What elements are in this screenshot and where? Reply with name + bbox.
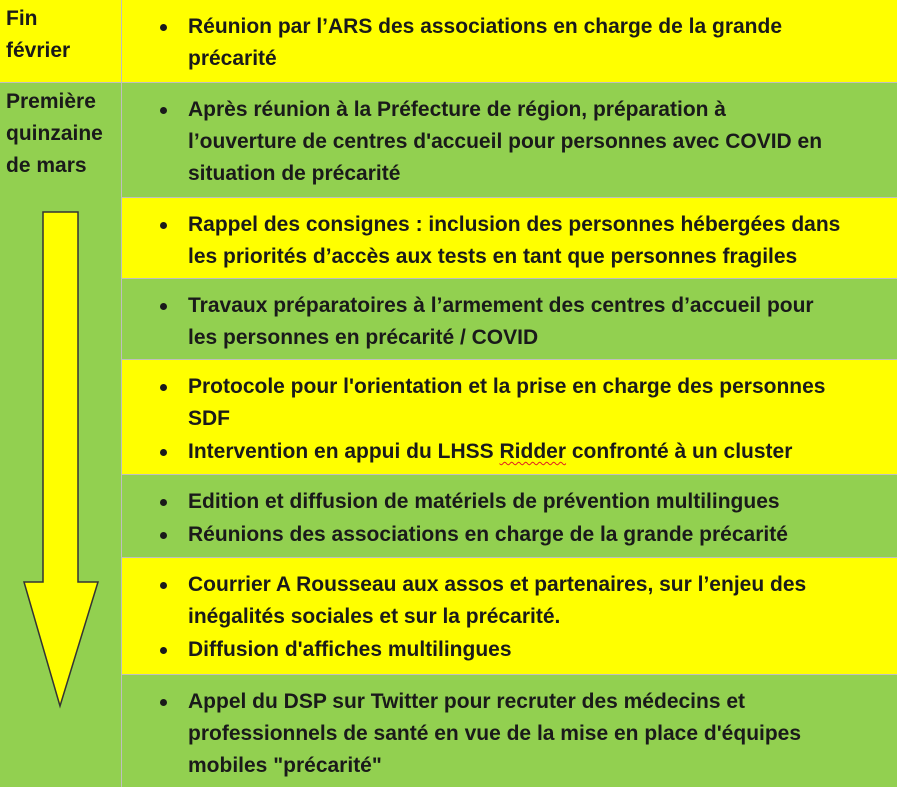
event-block [122,198,897,278]
list-item [122,94,897,190]
spellcheck-flagged-word: Ridder [499,440,567,463]
event-list [122,360,897,468]
bullet-icon [160,107,167,114]
item-text: confronté à un cluster [566,440,793,463]
item-line: l’ouverture de centres d'accueil pour personnes avec COVID en [188,130,823,153]
item-line: Réunions des associations en charge de la grande précarité [188,523,788,546]
bullet-icon [160,384,167,391]
item-line: mobiles "précarité" [188,754,382,777]
event-block [122,0,897,82]
row-divider [122,197,897,198]
list-item [122,569,897,633]
item-line: Après réunion à la Préfecture de région, préparation à [188,98,726,121]
item-line: SDF [188,407,230,430]
list-item [122,371,897,435]
list-item [122,486,897,518]
item-text: Intervention en appui du LHSS [188,440,500,463]
event-list [122,198,897,273]
list-item [122,436,897,468]
period-cell-fin-fevrier [0,0,121,82]
row-divider [0,82,897,83]
event-block [122,558,897,674]
bullet-icon [160,699,167,706]
row-divider [122,557,897,558]
event-block [122,83,897,197]
item-line: les personnes en précarité / COVID [188,326,539,349]
item-line: Diffusion d'affiches multilingues [188,638,512,661]
item-line: professionnels de santé en vue de la mise en place d'équipes [188,722,802,745]
item-line: Protocole pour l'orientation et la prise en charge des personnes [188,375,826,398]
item-line: situation de précarité [188,162,401,185]
row-divider [122,359,897,360]
list-item [122,290,897,354]
item-line: Courrier A Rousseau aux assos et partenaires, sur l’enjeu des [188,573,807,596]
bullet-icon [160,532,167,539]
bullet-icon [160,647,167,654]
event-list [122,475,897,551]
period-label-line: février [6,39,71,62]
event-list [122,279,897,354]
list-item [122,209,897,273]
bullet-icon [160,582,167,589]
period-label-line: quinzaine [6,122,103,145]
period-label-line: Fin [6,7,38,30]
item-line: Réunion par l’ARS des associations en charge de la grande [188,15,782,38]
bullet-icon [160,449,167,456]
list-item [122,634,897,666]
bullet-icon [160,24,167,31]
event-list [122,558,897,666]
event-block [122,675,897,787]
event-block [122,279,897,359]
bullet-icon [160,222,167,229]
item-line: Travaux préparatoires à l’armement des centres d’accueil pour [188,294,814,317]
down-arrow-icon [22,210,100,710]
item-line: précarité [188,47,277,70]
row-divider [122,474,897,475]
bullet-icon [160,303,167,310]
period-label-line: de mars [6,154,87,177]
item-line: les priorités d’accès aux tests en tant que personnes fragiles [188,245,798,268]
bullet-icon [160,499,167,506]
row-divider [122,278,897,279]
event-list [122,83,897,190]
item-line: inégalités sociales et sur la précarité. [188,605,561,628]
row-divider [122,674,897,675]
list-item [122,519,897,551]
item-line: Edition et diffusion de matériels de prévention multilingues [188,490,780,513]
event-block [122,360,897,474]
event-list [122,0,897,75]
list-item [122,686,897,782]
item-line: Appel du DSP sur Twitter pour recruter des médecins et [188,690,746,713]
list-item [122,11,897,75]
period-label-line: Première [6,90,96,113]
item-line: Rappel des consignes : inclusion des personnes hébergées dans [188,213,841,236]
event-block [122,475,897,557]
event-list [122,675,897,782]
